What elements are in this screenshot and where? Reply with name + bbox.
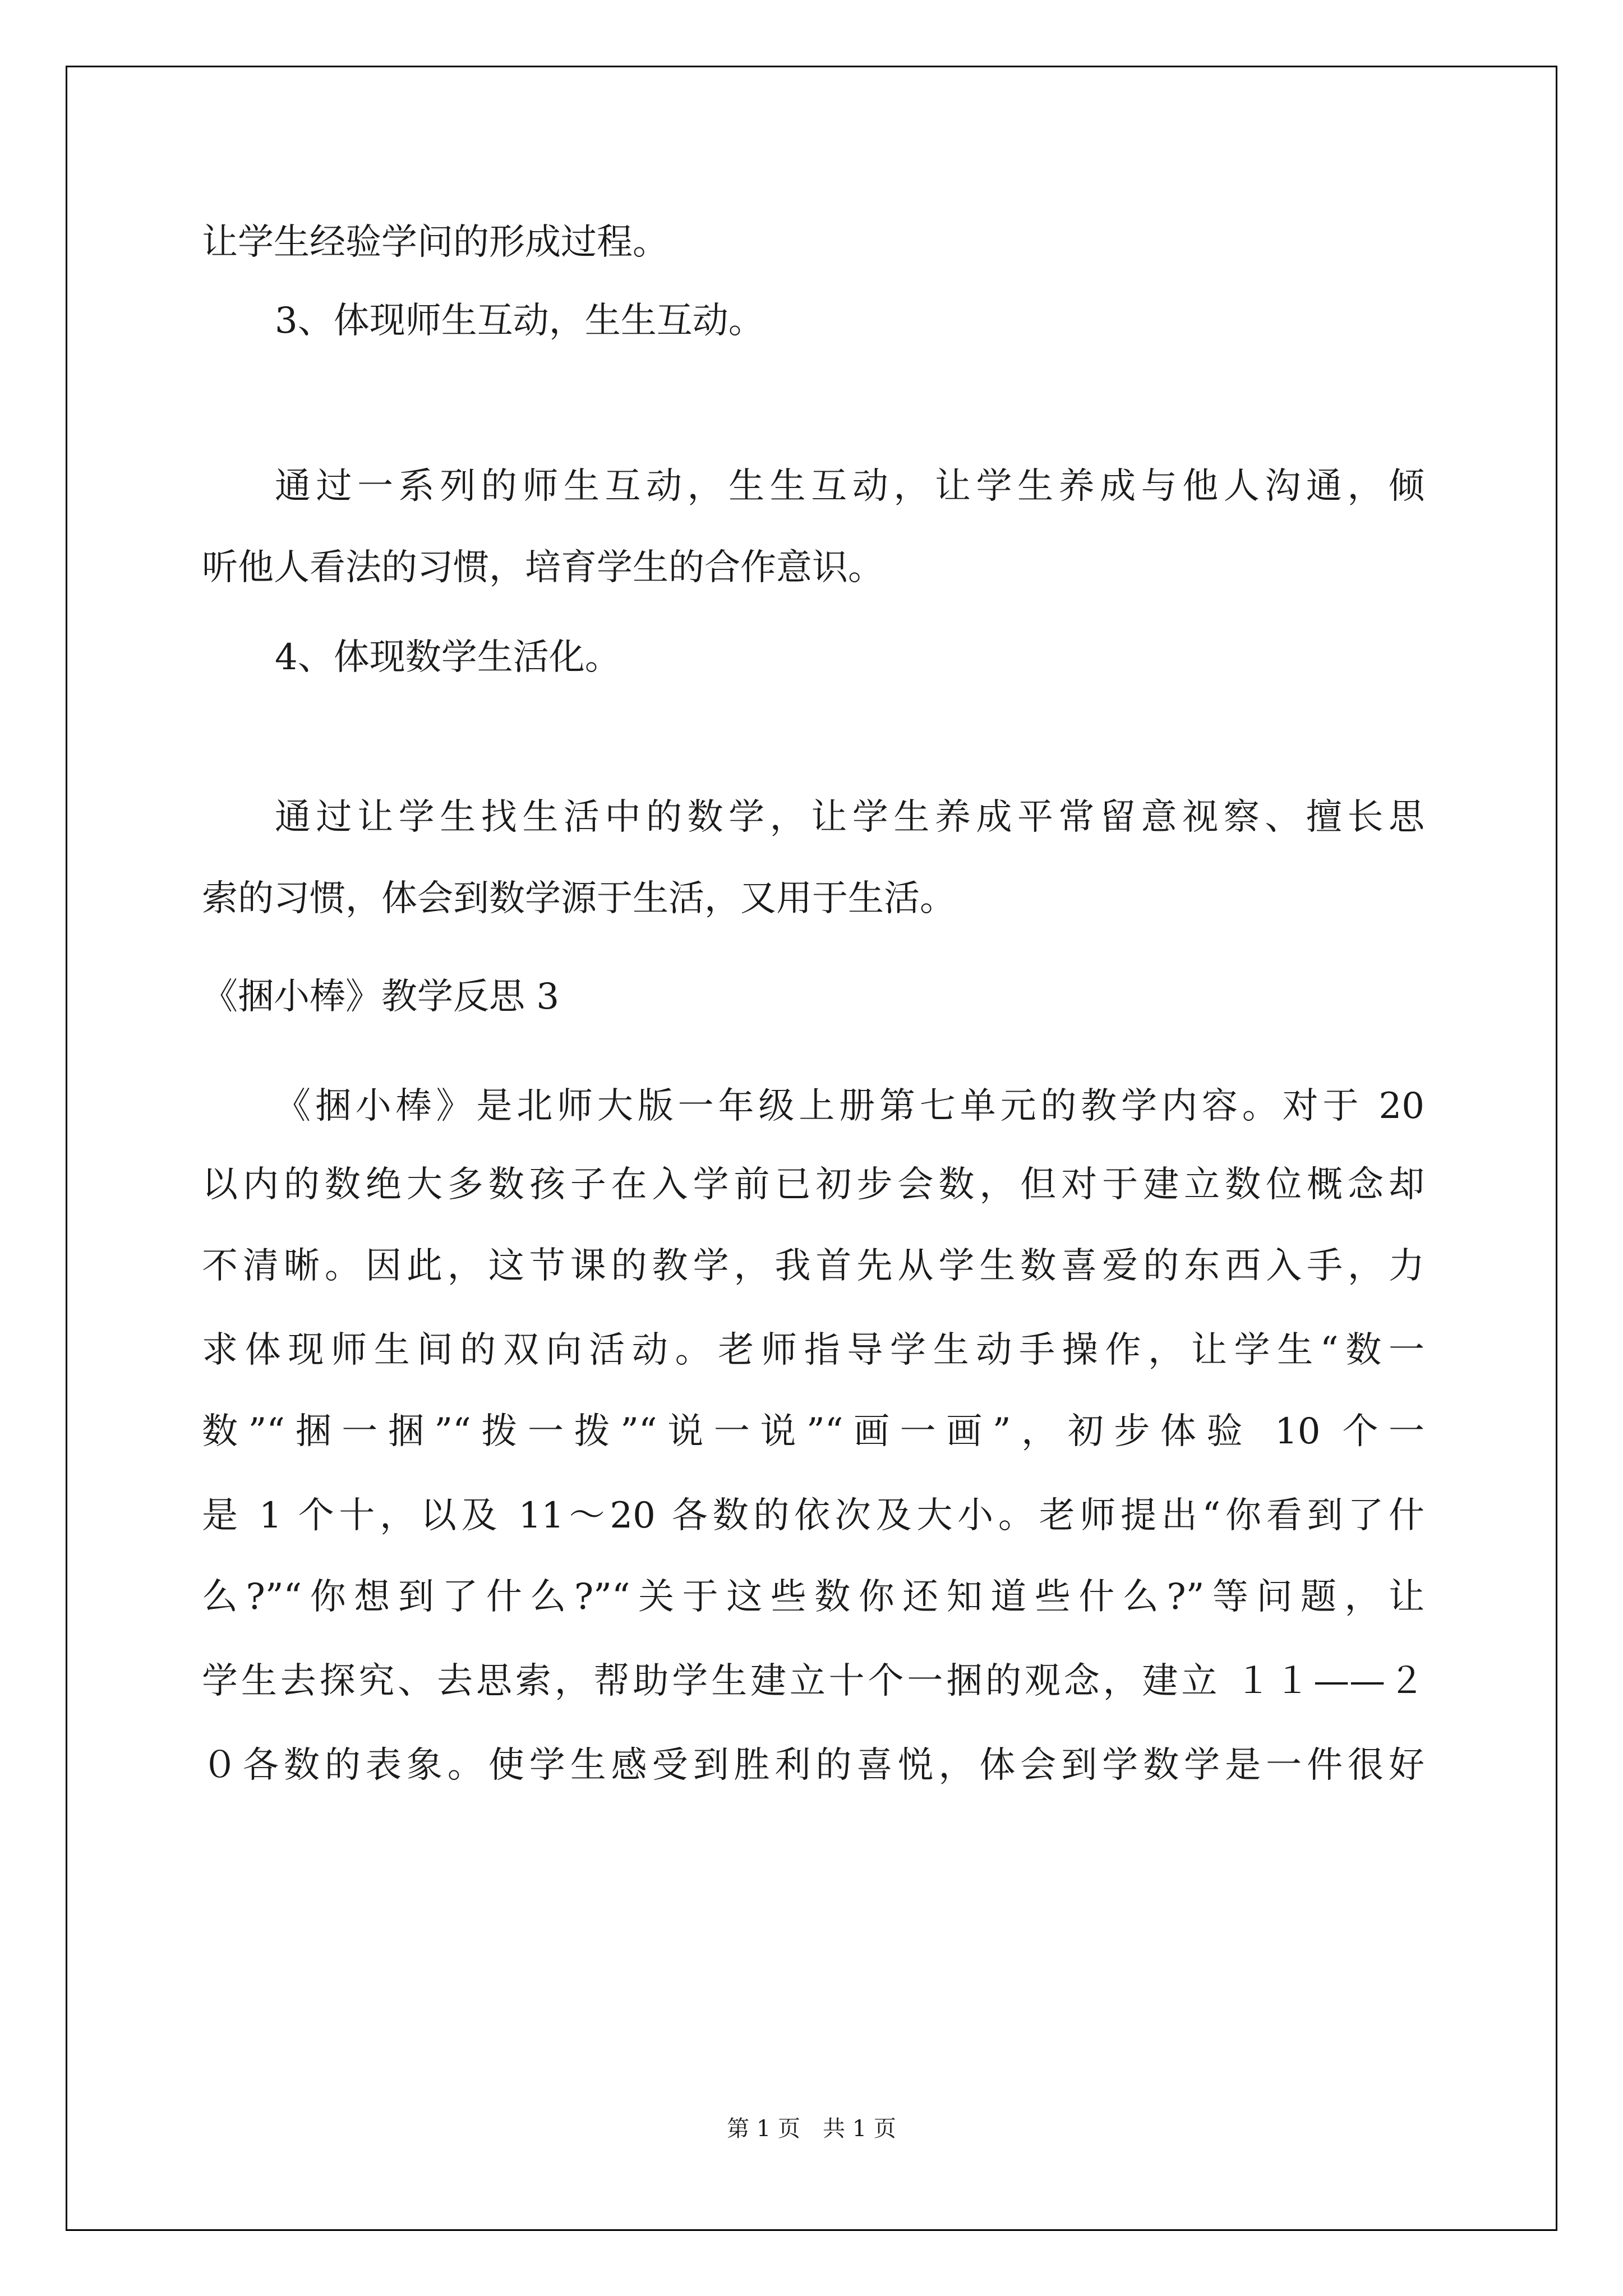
text-line: 通过让学生找生活中的数学，让学生养成平常留意视察、擅长思 [275, 797, 1424, 838]
page-number: 第 1 页 共 1 页 [727, 2116, 896, 2142]
text-line: 么?”“你想到了什么?”“关于这些数你还知道些什么?”等问题，让 [202, 1576, 1424, 1618]
text-line: 让学生经验学问的形成过程。 [202, 222, 668, 263]
text-line: 通过一系列的师生互动，生生互动，让学生养成与他人沟通，倾 [275, 466, 1424, 507]
text-line: 不清晰。因此，这节课的教学，我首先从学生数喜爱的东西入手，力 [202, 1245, 1424, 1287]
text-line: 以内的数绝大多数孩子在入学前已初步会数，但对于建立数位概念却 [202, 1164, 1424, 1205]
text-line: 求体现师生间的双向活动。老师指导学生动手操作，让学生“数一 [202, 1329, 1424, 1371]
text-line: 是 1 个十，以及 11～20 各数的依次及大小。老师提出“你看到了什 [202, 1495, 1424, 1536]
section-heading: 《捆小棒》教学反思 3 [202, 976, 560, 1018]
text-line: 4、体现数学生活化。 [275, 637, 621, 678]
text-line: 数”“捆一捆”“拨一拨”“说一说”“画一画”，初步体验 10 个一 [202, 1411, 1424, 1452]
text-line: 学生去探究、去思索，帮助学生建立十个一捆的观念，建立 １１——２ [202, 1660, 1424, 1702]
text-line: 索的习惯，体会到数学源于生活，又用于生活。 [202, 878, 956, 919]
page-border [66, 66, 1557, 2231]
text-line: 3、体现师生互动，生生互动。 [275, 300, 764, 342]
text-line: 《捆小棒》是北师大版一年级上册第七单元的教学内容。对于 20 [275, 1085, 1424, 1127]
text-line: 听他人看法的习惯，培育学生的合作意识。 [202, 547, 884, 588]
text-line: ０各数的表象。使学生感受到胜利的喜悦，体会到学数学是一件很好 [202, 1745, 1424, 1786]
